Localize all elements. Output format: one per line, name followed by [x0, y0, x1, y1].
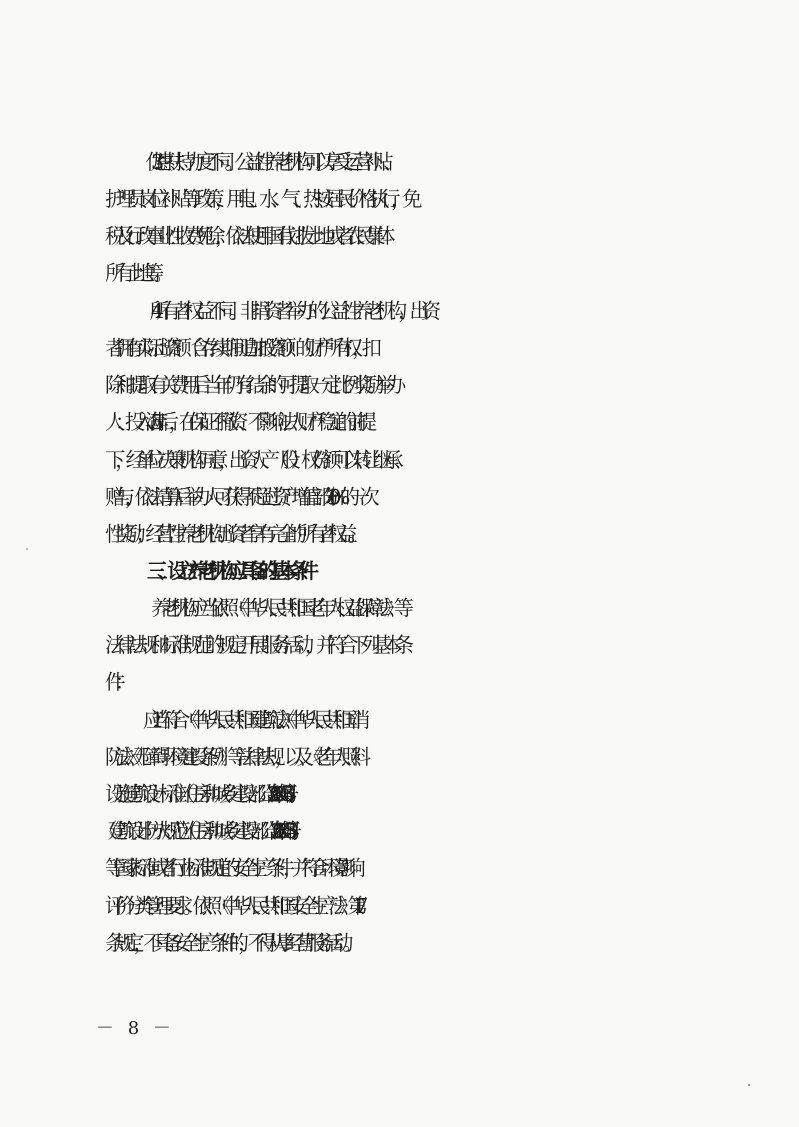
body-line: 4. 所有者权益不同。非捐资者举办的公益性养老机构，出资: [151, 299, 432, 323]
page-number: － 8 －: [96, 1018, 175, 1039]
body-line: 人：投入满 5 年后，在保证不撤资、不影响法人财产稳定的前提: [105, 410, 367, 434]
body-line: 赠与，依法清算后举办人可获得不超过资产增值部分 10%的一次: [105, 485, 370, 509]
body-line: 设施建筑设计标准》（住房和城乡建设部公告 2018 年第 36 号）、: [105, 782, 296, 806]
body-line: 者拥有实际出资额（含存续期间追加投资额）的财产所有权，扣: [105, 336, 371, 360]
body-line: 护理员岗位补贴等政策，用电、水、气、热按居民价格执行，免: [105, 187, 413, 211]
body-line: 养老机构应当依照《中华人民共和国老年人权益保障法》等: [151, 596, 404, 620]
body-line: 条规定，不具备安全生产条件的，不得从事经营服务活动。: [105, 931, 352, 955]
body-line: 等国家标准或者行业标准规定的安全生产条件，并符合环境影响: [105, 856, 355, 880]
body-line: 法律法规和标准规范的规定开展服务活动，并符合下列基本条: [105, 633, 405, 657]
body-line: 件：: [105, 670, 125, 694]
body-line: 性奖励；经营性养老机构出资者享有完全的所有者权益。: [105, 522, 358, 546]
body-line: 《建筑设计防火规范》（住房和城乡建设部公告 2018 年第 35 号）: [99, 819, 300, 843]
body-line: 1. 应当符合《中华人民共和国建筑法》、《中华人民共和国消: [151, 708, 359, 732]
body-line: 税及行政事业性收费免除，依法使用国有划拨土地或者农民集体: [105, 224, 385, 248]
body-line: 评价分类管理要求。依照《中华人民共和国安全生产法》第 17: [105, 894, 358, 918]
scan-speck: [748, 1084, 750, 1086]
section-heading: 三、设立养老机构应具备的基本条件: [147, 559, 309, 583]
body-line: 3. 优惠扶持力度不同。公益性养老机构可以享受运营补贴、: [151, 150, 393, 174]
body-line: 除和提取有关费用后当年仍有结余的可提取一定比例奖励举办: [105, 373, 397, 397]
scan-speck: [26, 548, 28, 550]
body-line: 防法》、《无障碍环境建设条例》等法律法规，以及《老年人照料: [105, 745, 360, 769]
body-line: 下，经单位决策机构同意，出资人产（股）权份额可以转让继承、: [105, 448, 404, 472]
body-line: 所有土地等。: [105, 261, 164, 285]
